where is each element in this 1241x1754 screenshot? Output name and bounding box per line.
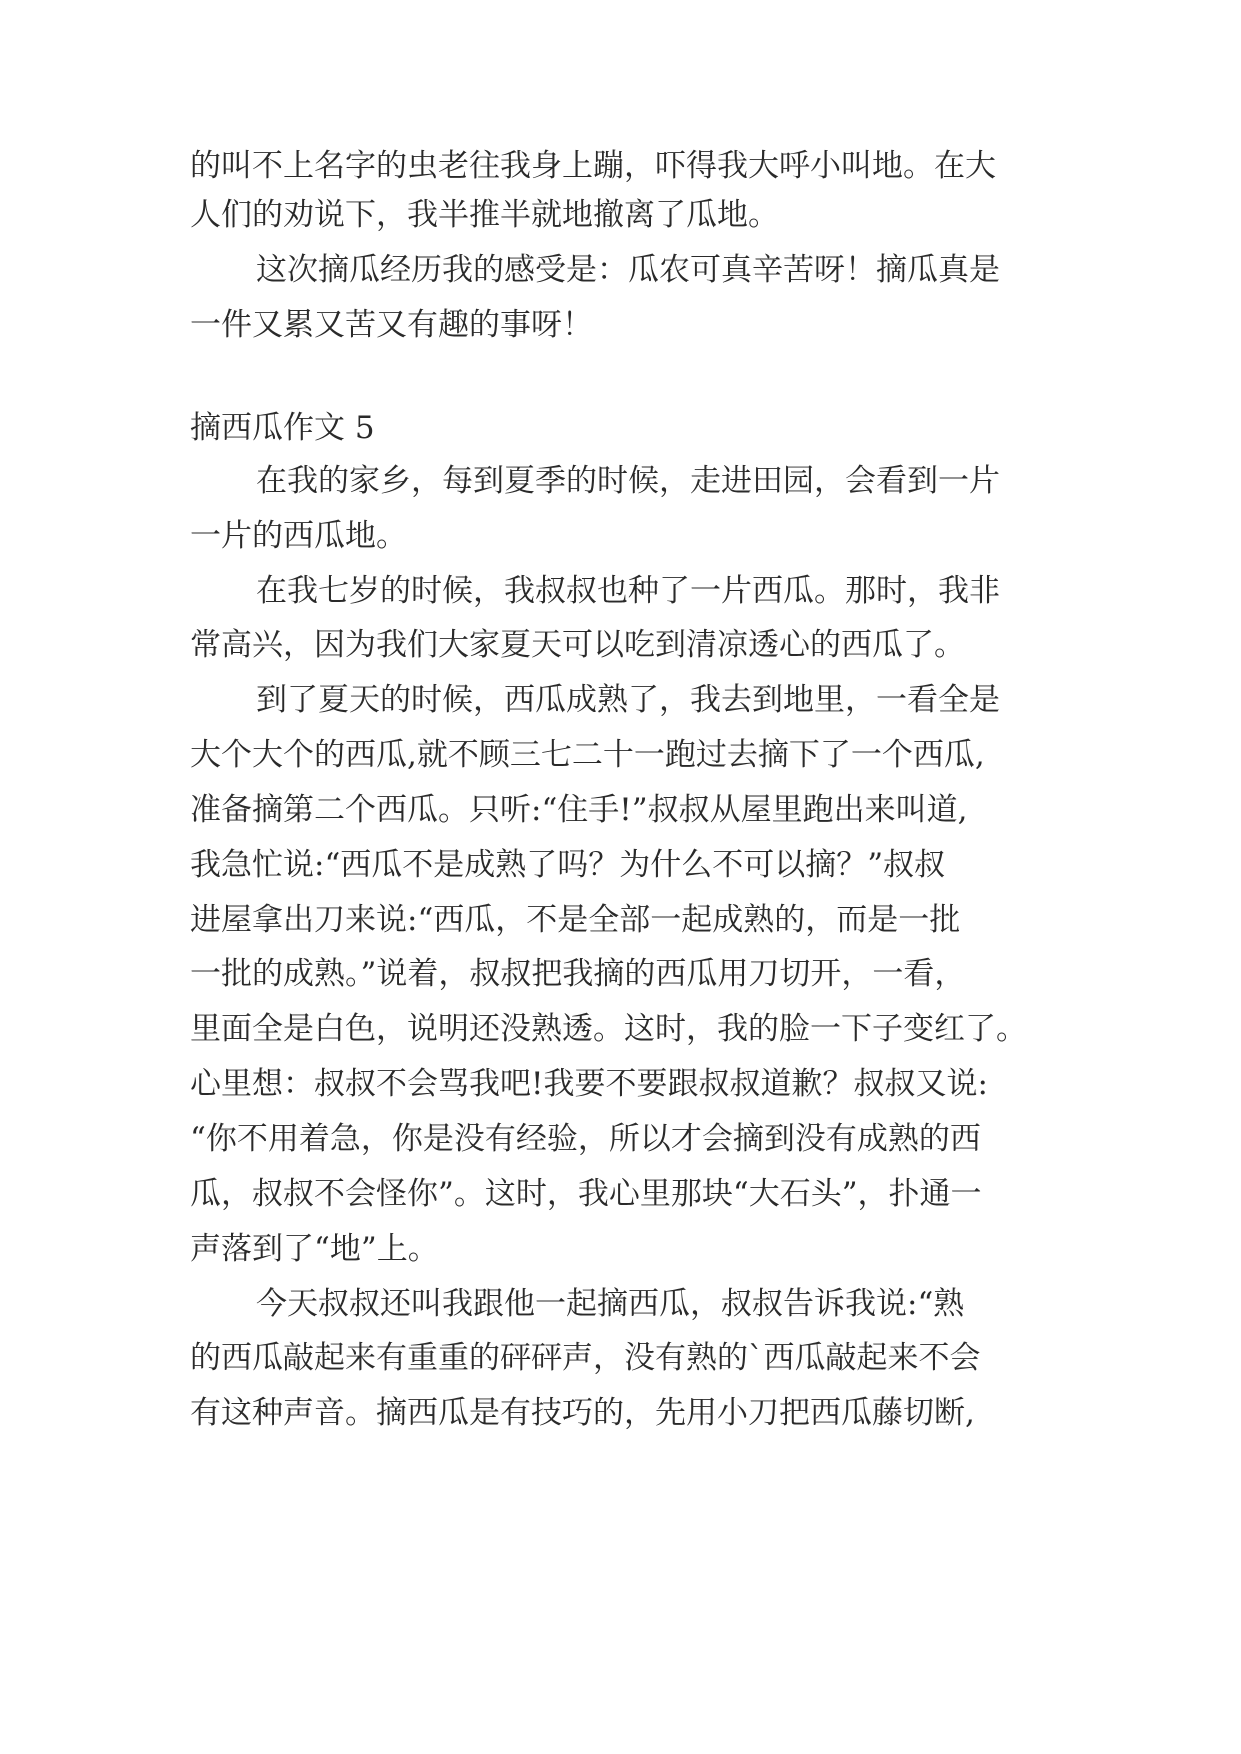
text-line: 我急忙说:“西瓜不是成熟了吗？为什么不可以摘？”叔叔 (190, 847, 946, 883)
paragraph-start-line: 到了夏天的时候，西瓜成熟了，我去到地里，一看全是 (256, 682, 1000, 718)
text-line: 准备摘第二个西瓜。只听:“住手!”叔叔从屋里跑出来叫道, (190, 792, 968, 828)
text-line: 人们的劝说下，我半推半就地撤离了瓜地。 (190, 197, 779, 233)
text-line: 大个大个的西瓜,就不顾三七二十一跑过去摘下了一个西瓜, (190, 737, 985, 773)
text-line: 一片的西瓜地。 (190, 518, 407, 554)
text-line: 有这种声音。摘西瓜是有技巧的，先用小刀把西瓜藤切断, (190, 1395, 975, 1431)
section-heading: 摘西瓜作文 5 (190, 410, 375, 446)
text-line: 一批的成熟。”说着，叔叔把我摘的西瓜用刀切开，一看， (190, 956, 966, 992)
text-line: 的叫不上名字的虫老往我身上蹦，吓得我大呼小叫地。在大 (190, 148, 996, 184)
paragraph-start-line: 在我的家乡，每到夏季的时候，走进田园，会看到一片 (256, 463, 1000, 499)
text-line: 常高兴，因为我们大家夏天可以吃到清凉透心的西瓜了。 (190, 627, 965, 663)
paragraph-start-line: 今天叔叔还叫我跟他一起摘西瓜，叔叔告诉我说:“熟 (256, 1286, 965, 1322)
text-line: 心里想：叔叔不会骂我吧!我要不要跟叔叔道歉？叔叔又说: (190, 1066, 988, 1102)
paragraph-start-line: 这次摘瓜经历我的感受是：瓜农可真辛苦呀！摘瓜真是 (256, 252, 1000, 288)
paragraph-start-line: 在我七岁的时候，我叔叔也种了一片西瓜。那时，我非 (256, 573, 1000, 609)
text-line: 瓜，叔叔不会怪你”。这时，我心里那块“大石头”，扑通一 (190, 1176, 982, 1212)
text-line: 一件又累又苦又有趣的事呀！ (190, 307, 593, 343)
text-line: 里面全是白色，说明还没熟透。这时，我的脸一下子变红了。 (190, 1011, 1027, 1047)
text-line: 的西瓜敲起来有重重的砰砰声，没有熟的`西瓜敲起来不会 (190, 1340, 981, 1376)
text-line: 声落到了“地”上。 (190, 1231, 439, 1267)
text-line: “你不用着急，你是没有经验，所以才会摘到没有成熟的西 (190, 1121, 981, 1157)
text-line: 进屋拿出刀来说:“西瓜，不是全部一起成熟的，而是一批 (190, 902, 961, 938)
